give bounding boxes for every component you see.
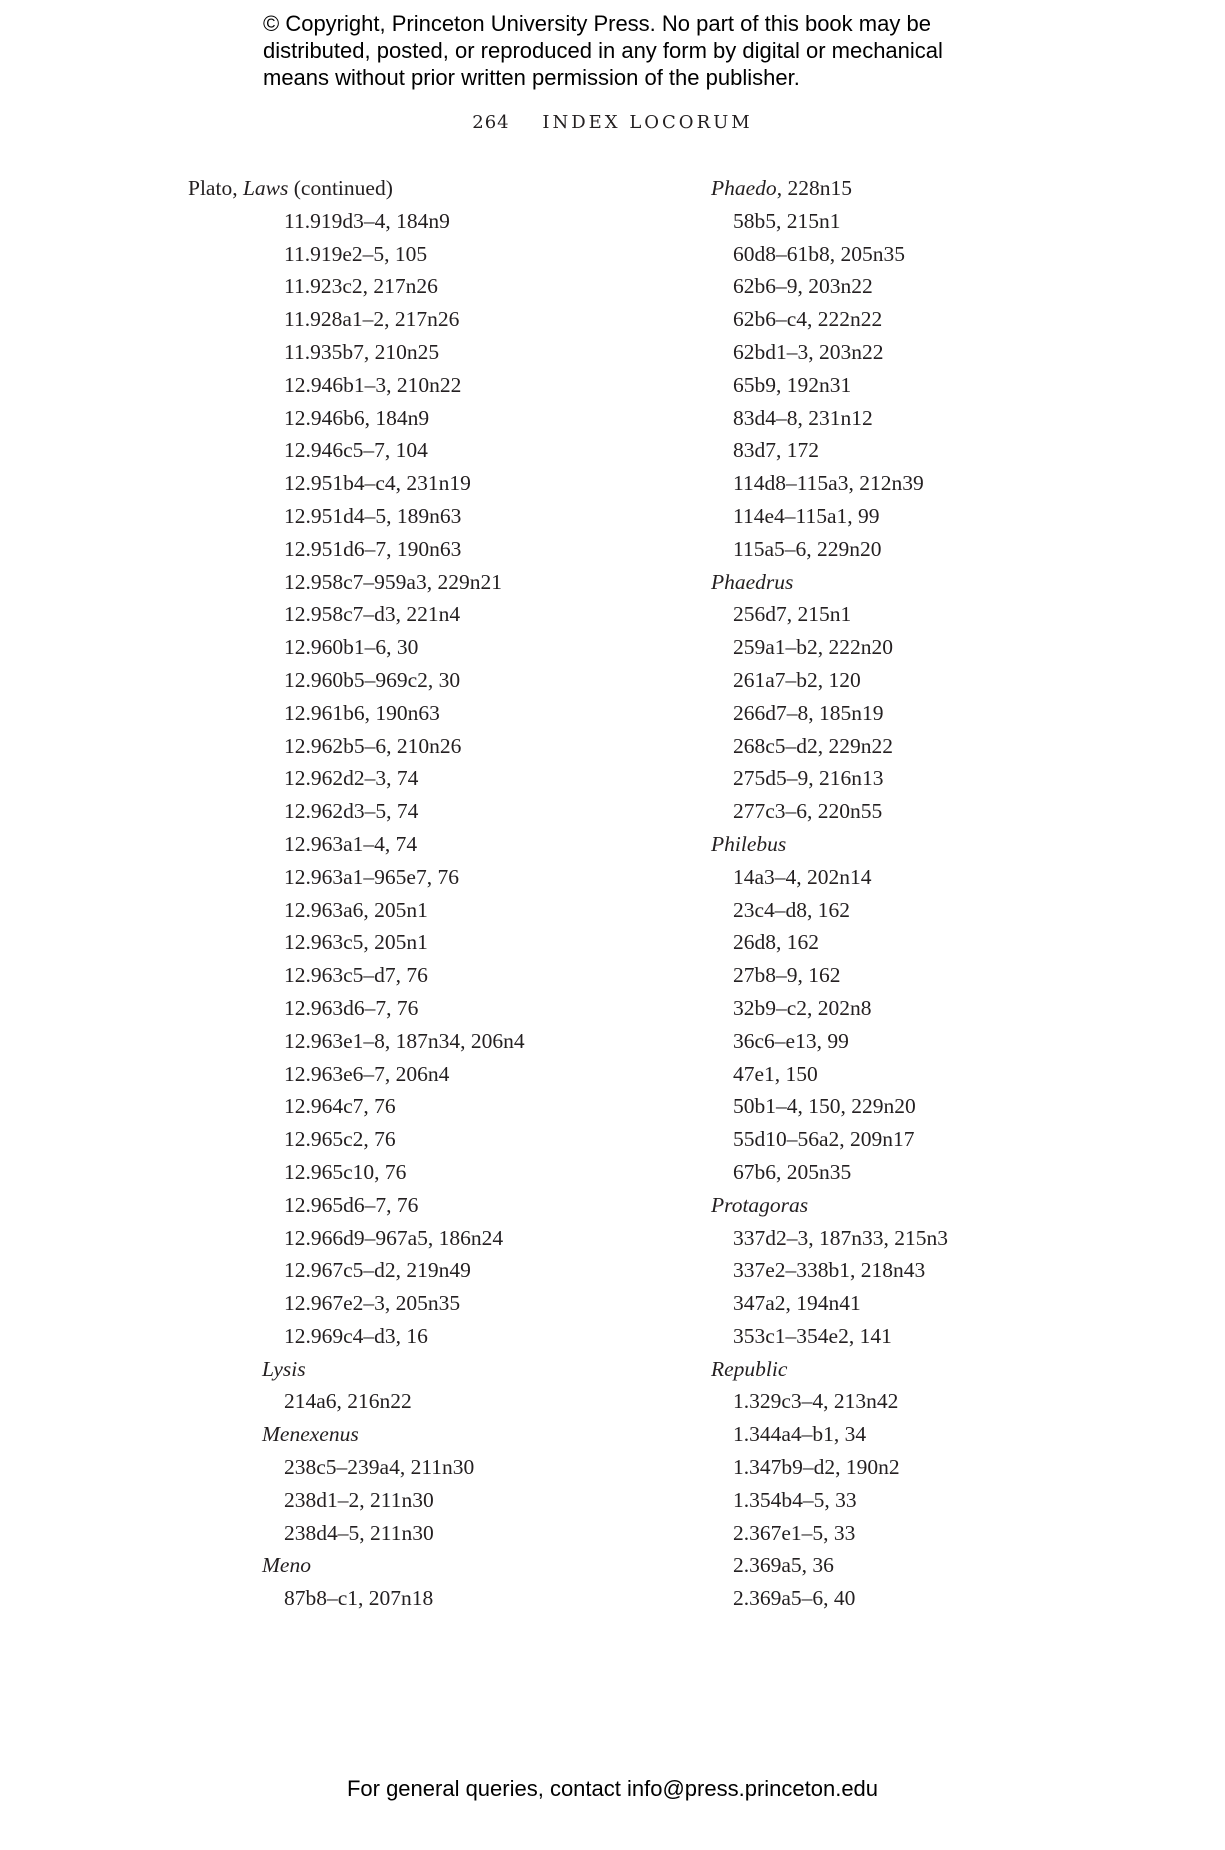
index-entry: 12.960b1–6, 30 xyxy=(284,635,419,660)
meno-entries xyxy=(188,1582,688,1615)
index-entry: 11.935b7, 210n25 xyxy=(284,339,440,364)
laws-entries xyxy=(188,205,688,1353)
index-entry: 12.951d4–5, 189n63 xyxy=(284,503,462,528)
index-entry: 12.963a1–4, 74 xyxy=(284,831,418,856)
index-entry: 55d10–56a2, 209n17 xyxy=(733,1127,915,1152)
copyright-line: means without prior written permission of the publisher. xyxy=(263,65,800,90)
index-entry: 259a1–b2, 222n20 xyxy=(733,635,894,660)
running-head xyxy=(0,112,1225,133)
index-entry: 12.946b6, 184n9 xyxy=(284,405,430,430)
index-entry: 50b1–4, 150, 229n20 xyxy=(733,1094,916,1119)
work-reference: , 228n15 xyxy=(776,176,852,200)
index-entry: 12.969c4–d3, 16 xyxy=(284,1323,428,1348)
index-entry: 337e2–338b1, 218n43 xyxy=(733,1258,926,1283)
work-heading-philebus: Philebus xyxy=(711,831,787,856)
copyright-line: © Copyright, Princeton University Press. No part of this book may be xyxy=(263,11,931,36)
index-entry: 238d1–2, 211n30 xyxy=(284,1487,434,1512)
index-entry: 114d8–115a3, 212n39 xyxy=(733,471,924,496)
index-entry: 87b8–c1, 207n18 xyxy=(284,1586,434,1611)
index-entry: 12.964c7, 76 xyxy=(284,1094,396,1119)
index-entry: 12.960b5–969c2, 30 xyxy=(284,667,461,692)
index-entry: 12.963c5, 205n1 xyxy=(284,930,428,955)
index-entry: 256d7, 215n1 xyxy=(733,602,852,627)
index-entry: 60d8–61b8, 205n35 xyxy=(733,241,905,266)
left-column xyxy=(188,172,688,1615)
running-head-title: INDEX LOCORUM xyxy=(542,112,753,133)
index-entry: 65b9, 192n31 xyxy=(733,372,852,397)
work-heading-republic: Republic xyxy=(711,1356,788,1381)
right-column xyxy=(711,172,1211,1615)
index-entry: 12.963e1–8, 187n34, 206n4 xyxy=(284,1028,525,1053)
index-entry: 12.963d6–7, 76 xyxy=(284,995,419,1020)
index-entry: 11.923c2, 217n26 xyxy=(284,274,438,299)
index-entry: 12.961b6, 190n63 xyxy=(284,700,440,725)
index-entry: 115a5–6, 229n20 xyxy=(733,536,882,561)
index-entry: 67b6, 205n35 xyxy=(733,1159,852,1184)
copyright-notice xyxy=(263,10,1023,91)
index-entry: 277c3–6, 220n55 xyxy=(733,799,883,824)
author-name: Plato, xyxy=(188,176,243,200)
index-entry: 12.946c5–7, 104 xyxy=(284,438,428,463)
index-entry: 2.369a5–6, 40 xyxy=(733,1586,856,1611)
index-entry: 12.958c7–959a3, 229n21 xyxy=(284,569,502,594)
work-title: Phaedo xyxy=(711,176,777,200)
index-entry: 12.963a6, 205n1 xyxy=(284,897,428,922)
index-entry: 12.965d6–7, 76 xyxy=(284,1192,419,1217)
index-entry: 12.962d2–3, 74 xyxy=(284,766,419,791)
work-heading-lysis: Lysis xyxy=(262,1356,306,1381)
index-entry: 12.963e6–7, 206n4 xyxy=(284,1061,450,1086)
index-entry: 27b8–9, 162 xyxy=(733,963,841,988)
index-entry: 62b6–c4, 222n22 xyxy=(733,307,883,332)
index-entry: 1.329c3–4, 213n42 xyxy=(733,1389,899,1414)
index-entry: 238c5–239a4, 211n30 xyxy=(284,1455,475,1480)
index-entry: 14a3–4, 202n14 xyxy=(733,864,872,889)
index-entry: 11.928a1–2, 217n26 xyxy=(284,307,460,332)
work-heading-menexenus: Menexenus xyxy=(262,1422,359,1447)
index-entry: 1.344a4–b1, 34 xyxy=(733,1422,867,1447)
index-entry: 83d7, 172 xyxy=(733,438,819,463)
work-heading-protagoras: Protagoras xyxy=(711,1192,809,1217)
index-entry: 12.963a1–965e7, 76 xyxy=(284,864,459,889)
index-entry: 83d4–8, 231n12 xyxy=(733,405,873,430)
index-entry: 12.946b1–3, 210n22 xyxy=(284,372,462,397)
index-entry: 12.965c2, 76 xyxy=(284,1127,396,1152)
lysis-entries xyxy=(188,1385,688,1418)
work-heading-meno: Meno xyxy=(262,1553,311,1578)
index-entry: 266d7–8, 185n19 xyxy=(733,700,884,725)
index-entry: 26d8, 162 xyxy=(733,930,819,955)
index-entry: 337d2–3, 187n33, 215n3 xyxy=(733,1225,948,1250)
index-entry: 12.951d6–7, 190n63 xyxy=(284,536,462,561)
index-entry: 12.958c7–d3, 221n4 xyxy=(284,602,461,627)
copyright-line: distributed, posted, or reproduced in any form by digital or mechanical xyxy=(263,38,943,63)
index-entry: 214a6, 216n22 xyxy=(284,1389,412,1414)
index-entry: 238d4–5, 211n30 xyxy=(284,1520,434,1545)
index-entry: 12.963c5–d7, 76 xyxy=(284,963,428,988)
index-entry: 1.347b9–d2, 190n2 xyxy=(733,1455,900,1480)
phaedrus-entries xyxy=(711,598,1211,828)
philebus-entries xyxy=(711,861,1211,1189)
index-entry: 12.962d3–5, 74 xyxy=(284,799,419,824)
index-entry: 47e1, 150 xyxy=(733,1061,818,1086)
index-entry: 353c1–354e2, 141 xyxy=(733,1323,892,1348)
index-entry: 11.919e2–5, 105 xyxy=(284,241,428,266)
index-entry: 62b6–9, 203n22 xyxy=(733,274,873,299)
index-entry: 12.967e2–3, 205n35 xyxy=(284,1291,461,1316)
work-heading-phaedrus: Phaedrus xyxy=(711,569,794,594)
index-entry: 2.369a5, 36 xyxy=(733,1553,834,1578)
index-entry: 62bd1–3, 203n22 xyxy=(733,339,884,364)
index-entry: 12.962b5–6, 210n26 xyxy=(284,733,462,758)
index-entry: 12.967c5–d2, 219n49 xyxy=(284,1258,471,1283)
index-entry: 11.919d3–4, 184n9 xyxy=(284,208,450,233)
index-entry: 2.367e1–5, 33 xyxy=(733,1520,856,1545)
index-entry: 32b9–c2, 202n8 xyxy=(733,995,872,1020)
menexenus-entries xyxy=(188,1451,688,1549)
continued-note: (continued) xyxy=(288,176,393,200)
page-number: 264 xyxy=(472,112,510,133)
work-heading-phaedo xyxy=(711,172,1211,205)
work-title: Laws xyxy=(242,176,289,200)
index-entry: 114e4–115a1, 99 xyxy=(733,503,880,528)
protagoras-entries xyxy=(711,1222,1211,1353)
index-entry: 261a7–b2, 120 xyxy=(733,667,861,692)
index-heading xyxy=(188,172,688,205)
index-entry: 347a2, 194n41 xyxy=(733,1291,861,1316)
phaedo-entries xyxy=(711,205,1211,566)
index-entry: 268c5–d2, 229n22 xyxy=(733,733,894,758)
index-entry: 12.966d9–967a5, 186n24 xyxy=(284,1225,504,1250)
index-entry: 36c6–e13, 99 xyxy=(733,1028,849,1053)
index-entry: 275d5–9, 216n13 xyxy=(733,766,884,791)
footer-contact: For general queries, contact info@press.princeton.edu xyxy=(346,1776,879,1801)
index-entry: 12.965c10, 76 xyxy=(284,1159,407,1184)
index-entry: 23c4–d8, 162 xyxy=(733,897,851,922)
republic-entries xyxy=(711,1385,1211,1615)
index-entry: 1.354b4–5, 33 xyxy=(733,1487,857,1512)
index-entry: 58b5, 215n1 xyxy=(733,208,841,233)
index-entry: 12.951b4–c4, 231n19 xyxy=(284,471,471,496)
